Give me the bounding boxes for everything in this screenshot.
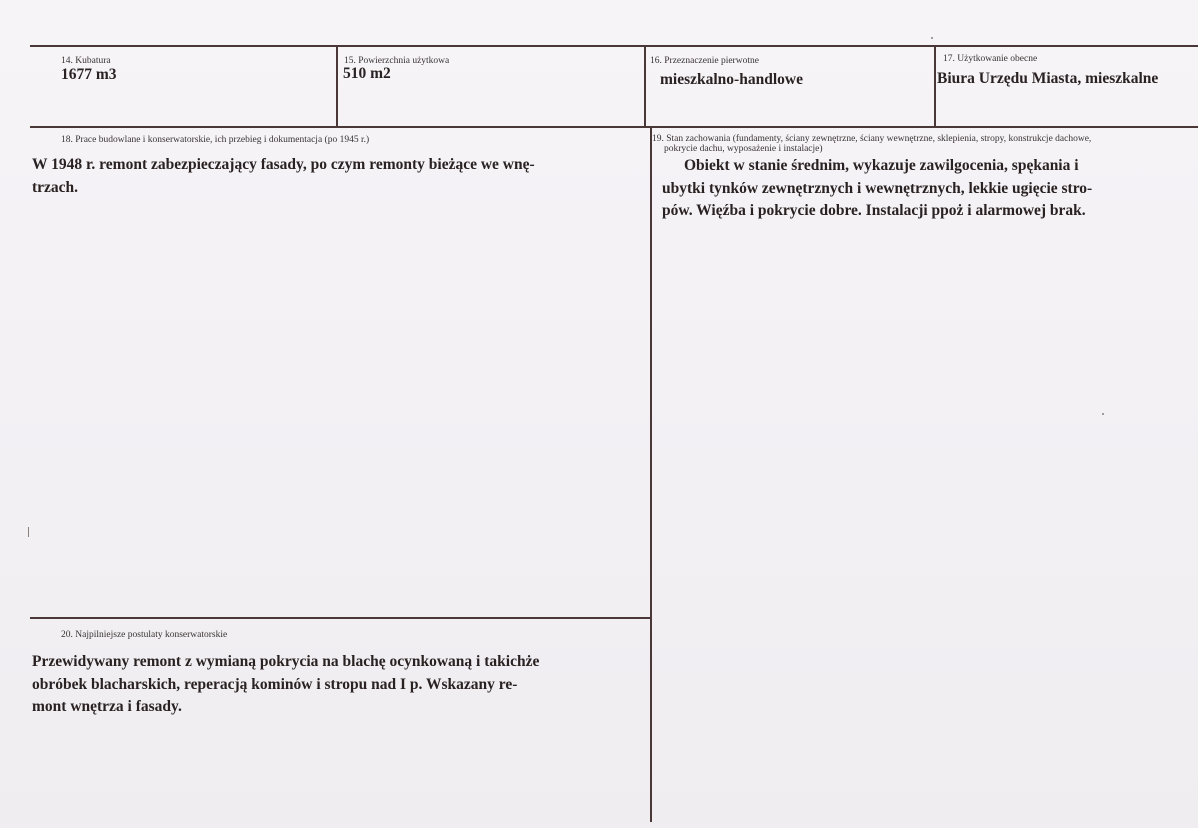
header-bottom-rule <box>30 126 1198 128</box>
field-15-label: 15. Powierzchnia użytkowa <box>344 56 450 66</box>
divider-14-15 <box>336 45 338 127</box>
paper-speck <box>28 527 29 537</box>
paper-speck <box>1102 413 1104 415</box>
main-column-divider <box>650 126 652 822</box>
field-19-line-2: ubytki tynków zewnętrznych i wewnętrznych, lekkie ugięcie stro- <box>662 179 1093 197</box>
field-17-value: Biura Urzędu Miasta, mieszkalne <box>937 70 1159 87</box>
field-20-text <box>32 651 539 719</box>
field-19-label-line-2: pokrycie dachu, wyposażenie i instalacje) <box>664 144 823 154</box>
field-18-line-1: W 1948 r. remont zabezpieczający fasady, po czym remonty bieżące we wnę- <box>32 156 535 173</box>
section-20-top-rule <box>30 617 650 619</box>
top-rule <box>30 45 1198 47</box>
field-15-value: 510 m2 <box>343 65 391 82</box>
field-20-line-2: obróbek blacharskich, reperacją kominów i stropu nad I p. Wskazany re- <box>32 675 518 693</box>
paper-speck <box>931 37 933 39</box>
field-19-label-line-1: 19. Stan zachowania (fundamenty, ściany zewnętrzne, ściany wewnętrzne, sklepienia, stropy, konstrukcje dachowe, <box>652 134 1092 144</box>
field-18-line-2: trzach. <box>32 178 79 196</box>
field-14-value: 1677 m3 <box>61 66 117 83</box>
field-20-label: 20. Najpilniejsze postulaty konserwatorskie <box>61 630 228 640</box>
field-19-line-1: Obiekt w stanie średnim, wykazuje zawilgocenia, spękania i <box>684 157 1079 174</box>
field-18-label: 18. Prace budowlane i konserwatorskie, ich przebieg i dokumentacja (po 1945 r.) <box>61 135 370 145</box>
field-20-line-1: Przewidywany remont z wymianą pokrycia na blachę ocynkowaną i takichże <box>32 653 540 670</box>
field-18-text <box>32 154 535 199</box>
divider-16-17 <box>934 45 936 127</box>
field-19-text <box>662 155 1092 223</box>
field-17-label: 17. Użytkowanie obecne <box>943 54 1038 64</box>
field-16-label: 16. Przeznaczenie pierwotne <box>650 56 759 66</box>
field-19-line-3: pów. Więźba i pokrycie dobre. Instalacji ppoż i alarmowej brak. <box>662 202 1086 219</box>
field-14-label: 14. Kubatura <box>61 56 111 66</box>
field-20-line-3: mont wnętrza i fasady. <box>32 698 182 715</box>
field-16-value: mieszkalno-handlowe <box>660 71 803 88</box>
divider-15-16 <box>644 45 646 127</box>
